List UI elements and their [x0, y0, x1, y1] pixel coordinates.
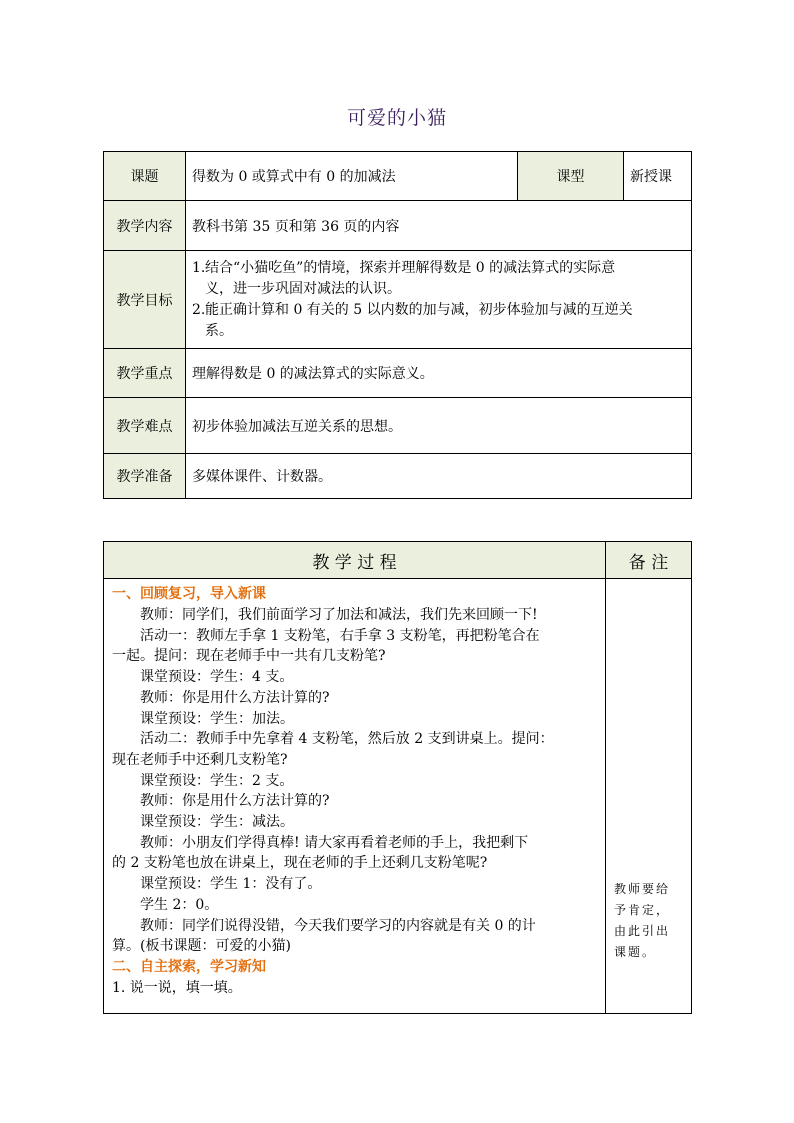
topic-label: 课题 — [104, 152, 186, 201]
goal-item — [186, 258, 691, 300]
process-line: 一起。提问：现在老师手中一共有几支粉笔? — [112, 648, 386, 665]
goal-text-line: 系。 — [205, 322, 233, 339]
process-line: 课堂预设：学生 1：没有了。 — [140, 876, 322, 893]
key-value: 理解得数是 0 的减法算式的实际意义。 — [186, 349, 692, 398]
process-line: 课堂预设：学生：减法。 — [140, 814, 294, 831]
topic-value: 得数为 0 或算式中有 0 的加减法 — [186, 152, 518, 201]
teaching-process-table — [103, 541, 692, 1014]
note-cell — [606, 579, 692, 1014]
difficulty-label: 教学难点 — [104, 398, 186, 454]
content-label: 教学内容 — [104, 201, 186, 251]
goal-row — [104, 251, 692, 349]
prep-label: 教学准备 — [104, 454, 186, 499]
process-lines — [112, 605, 599, 957]
prep-row — [104, 454, 692, 499]
lesson-info-table — [103, 151, 692, 499]
section-title: 二、自主探索，学习新知 — [112, 958, 266, 975]
process-line: 教师：小朋友们学得真棒! 请大家再看着老师的手上，我把剩下 — [140, 834, 529, 851]
process-line: 教师：你是用什么方法计算的? — [140, 689, 330, 706]
goal-text-line: 能正确计算和 0 有关的 5 以内数的加与减，初步体验加与减的互逆关 — [205, 301, 633, 318]
process-line: 现在老师手中还剩几支粉笔? — [112, 751, 288, 768]
process-line: 课堂预设：学生：4 支。 — [140, 669, 294, 686]
page-title: 可爱的小猫 — [346, 107, 447, 129]
content-value: 教科书第 35 页和第 36 页的内容 — [186, 201, 692, 251]
note-line: 由此引出 — [614, 924, 671, 938]
goal-item — [186, 300, 691, 342]
type-value: 新授课 — [624, 152, 692, 201]
process-header-row — [104, 542, 692, 579]
note-line: 课题。 — [614, 945, 657, 959]
section-title: 一、回顾复习，导入新课 — [112, 586, 266, 602]
process-body-row — [104, 579, 692, 1014]
process-line: 课堂预设：学生：2 支。 — [140, 772, 294, 789]
difficulty-value: 初步体验加减法互逆关系的思想。 — [186, 398, 692, 454]
goal-text-line: 义，进一步巩固对减法的认识。 — [205, 280, 401, 297]
process-line: 算。(板书课题：可爱的小猫) — [112, 938, 291, 955]
difficulty-row — [104, 398, 692, 454]
process-body — [104, 579, 606, 1014]
note-line: 教师要给 — [614, 882, 671, 896]
goal-number: 2. — [192, 301, 206, 318]
content-row — [104, 201, 692, 251]
goal-number: 1. — [192, 259, 206, 276]
process-header: 教 学 过 程 — [104, 542, 606, 579]
process-line: 教师：同学们说得没错，今天我们要学习的内容就是有关 0 的计 — [140, 917, 536, 934]
goal-text-line: 结合“小猫吃鱼”的情境，探索并理解得数是 0 的减法算式的实际意 — [205, 259, 616, 276]
process-line: 教师：同学们，我们前面学习了加法和减法，我们先来回顾一下! — [140, 607, 538, 623]
key-row — [104, 349, 692, 398]
goal-list — [186, 251, 692, 349]
process-line: 课堂预设：学生：加法。 — [140, 710, 294, 727]
process-line: 学生 2：0。 — [140, 896, 219, 913]
process-line: 1. 说一说，填一填。 — [112, 979, 242, 996]
topic-row — [104, 152, 692, 201]
prep-value: 多媒体课件、计数器。 — [186, 454, 692, 499]
process-line: 活动二：教师手中先拿着 4 支粉笔，然后放 2 支到讲桌上。提问： — [140, 731, 554, 748]
process-line: 活动一：教师左手拿 1 支粉笔，右手拿 3 支粉笔，再把粉笔合在 — [140, 627, 540, 644]
key-label: 教学重点 — [104, 349, 186, 398]
process-line: 的 2 支粉笔也放在讲桌上，现在老师的手上还剩几支粉笔呢? — [112, 855, 488, 872]
note-header: 备 注 — [606, 542, 692, 579]
note-line: 予肯定， — [614, 903, 671, 917]
process-line: 教师：你是用什么方法计算的? — [140, 793, 330, 810]
type-label: 课型 — [518, 152, 624, 201]
goal-label: 教学目标 — [104, 251, 186, 349]
